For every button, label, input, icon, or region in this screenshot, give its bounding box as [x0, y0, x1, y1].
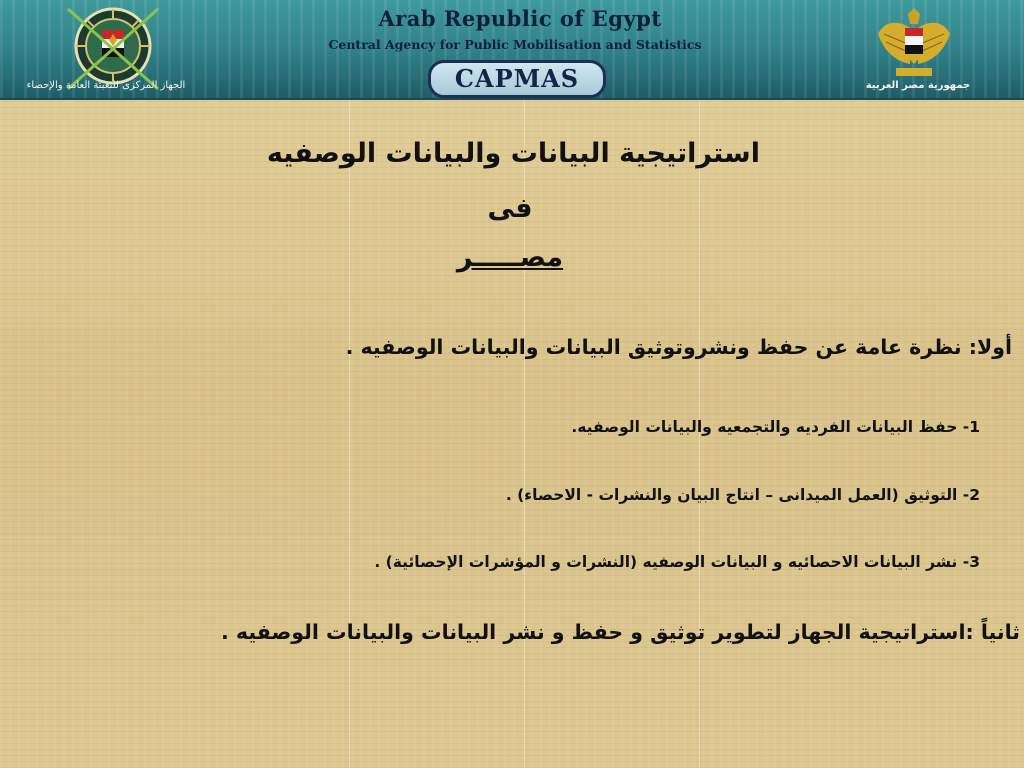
point-one: أولا: نظرة عامة عن حفظ ونشروتوثيق البيانات والبيانات الوصفيه .: [345, 335, 1012, 359]
capmas-badge: [428, 60, 606, 98]
list-item: 3- نشر البيانات الاحصائيه و البيانات الوصفيه (النشرات و المؤشرات الإحصائية) .: [374, 553, 980, 571]
banner-subtitle: Central Agency for Public Mobilisation and Statistics: [328, 37, 702, 52]
point-two: ثانياً :استراتيجية الجهاز لتطوير توثيق و حفظ و نشر البيانات والبيانات الوصفيه .: [221, 620, 1020, 644]
list-item: 1- حفظ البيانات الفرديه والتجمعيه والبيانات الوصفيه.: [571, 418, 980, 436]
egypt-eagle-icon: [872, 4, 956, 84]
slide-title-line3: مصـــــر: [456, 242, 564, 273]
capmas-acronym: CAPMAS: [454, 64, 580, 93]
logo-left-caption: الجهاز المركزى للتعبئة العامة والإحصاء: [26, 80, 186, 91]
list-item: 2- التوثيق (العمل الميدانى – انتاج البيان والنشرات - الاحصاء) .: [505, 486, 980, 504]
header-banner: [0, 0, 1024, 100]
slide-title-line1: استراتيجية البيانات والبيانات الوصفيه: [266, 138, 760, 169]
logo-right-caption: جمهورية مصر العربية: [865, 80, 971, 91]
banner-title: Arab Republic of Egypt: [378, 6, 662, 31]
slide-title-line2: فى: [487, 193, 533, 224]
